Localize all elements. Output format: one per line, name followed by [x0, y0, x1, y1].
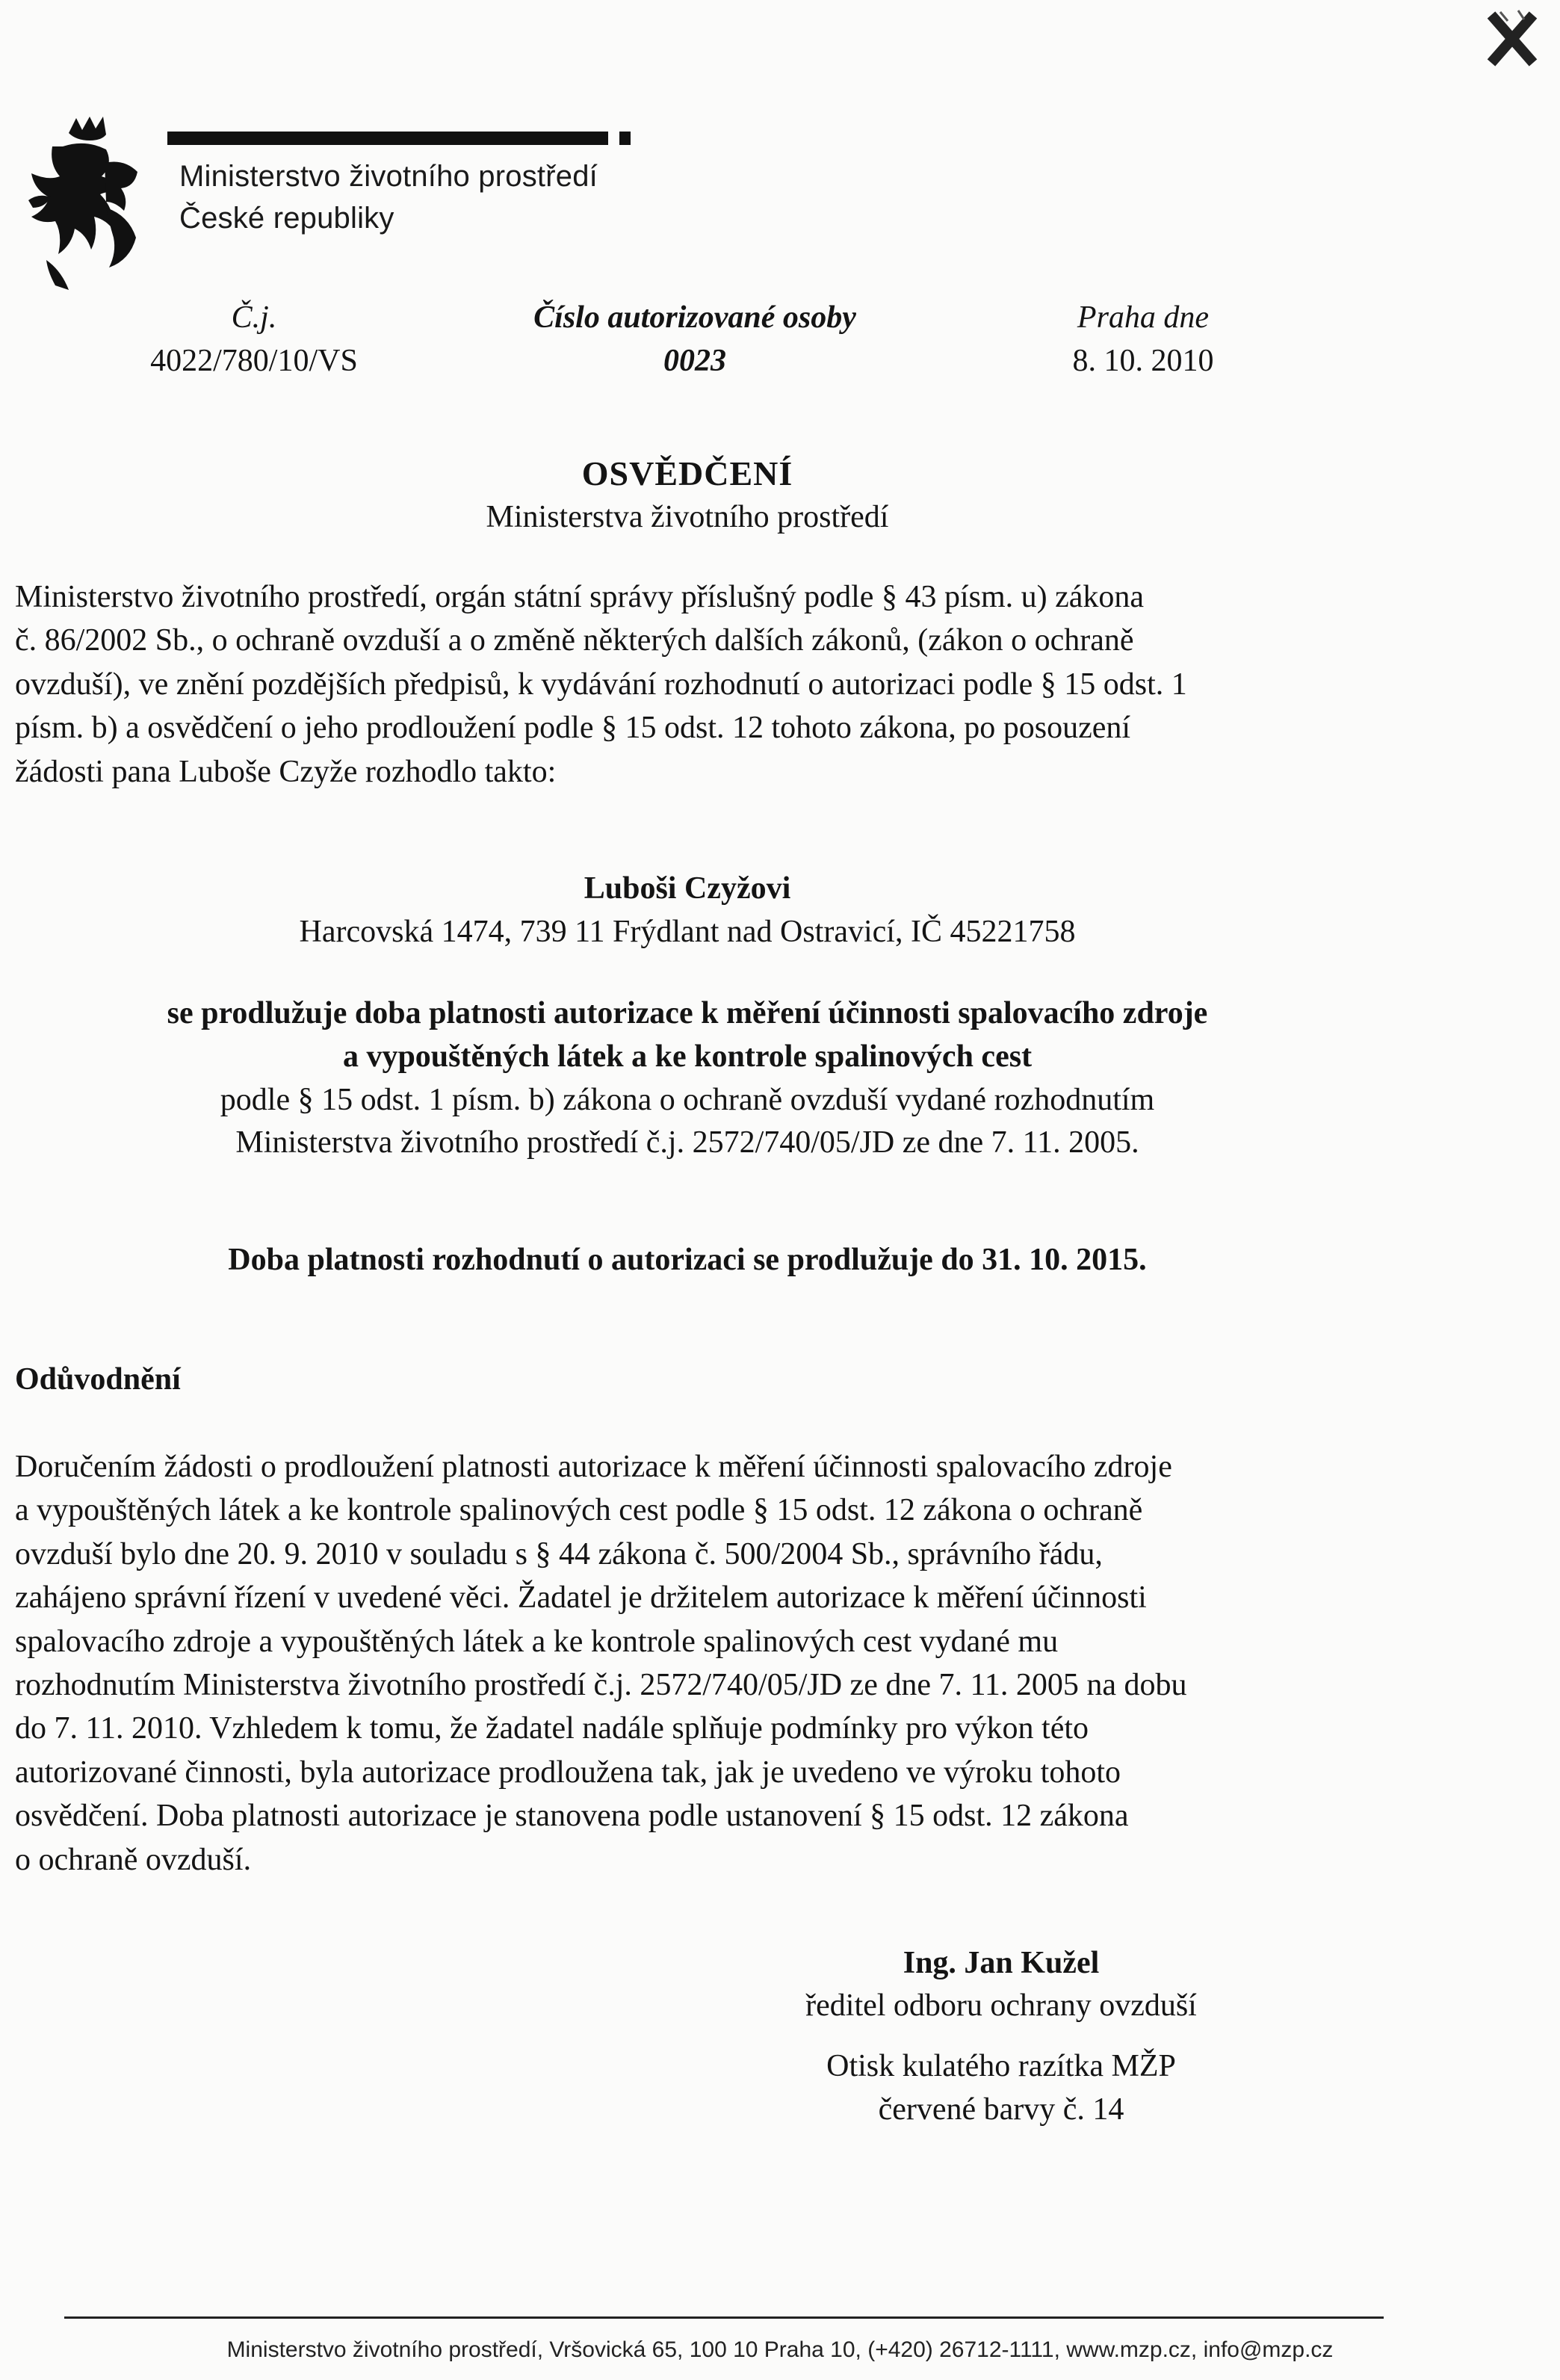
ministry-name-line1: Ministerstvo životního prostředí: [179, 160, 598, 193]
justification-line: autorizované činnosti, byla autorizace prodloužena tak, jak je uvedeno ve výroku tohoto: [15, 1755, 1121, 1790]
justification-line: spalovacího zdroje a vypouštěných látek a ke kontrole spalinových cest vydané mu: [15, 1624, 1059, 1659]
date-label: Praha dne: [1077, 300, 1210, 335]
validity-statement: Doba platnosti rozhodnutí o autorizaci se prodlužuje do 31. 10. 2015.: [228, 1243, 1147, 1277]
intro-line: žádosti pana Luboše Czyže rozhodlo takto:: [15, 754, 557, 789]
decision-line4: Ministerstva životního prostředí č.j. 2572/740/05/JD ze dne 7. 11. 2005.: [235, 1125, 1139, 1160]
decision-line3: podle § 15 odst. 1 písm. b) zákona o ochraně ovzduší vydané rozhodnutím: [220, 1083, 1155, 1117]
footer-contact: Ministerstvo životního prostředí, Vršovická 65, 100 10 Praha 10, (+420) 26712-1111, www.mzp.cz, info@mzp.cz: [226, 2337, 1334, 2362]
justification-line: o ochraně ovzduší.: [15, 1842, 252, 1877]
person-value: 0023: [663, 344, 726, 378]
decision-line1: se prodlužuje doba platnosti autorizace k měření účinnosti spalovacího zdroje: [167, 996, 1208, 1030]
justification-line: ovzduší bylo dne 20. 9. 2010 v souladu s § 44 zákona č. 500/2004 Sb., správního řádu,: [15, 1536, 1103, 1571]
decision-line2: a vypouštěných látek a ke kontrole spalinových cest: [342, 1039, 1033, 1074]
close-icon: [1485, 9, 1539, 69]
ministry-name-line2: České republiky: [179, 202, 394, 235]
cj-value: 4022/780/10/VS: [150, 344, 358, 378]
reference-person: [463, 296, 926, 383]
justification-line: Doručením žádosti o prodloužení platnosti autorizace k měření účinnosti spalovacího zdroje: [15, 1450, 1172, 1484]
ministry-name: [179, 155, 598, 239]
stamp-note-line1: Otisk kulatého razítka MŽP: [826, 2049, 1176, 2083]
justification-paragraph: [15, 1445, 1372, 1882]
date-value: 8. 10. 2010: [1072, 344, 1214, 378]
reference-cj: [112, 296, 396, 383]
reference-date: [1024, 296, 1263, 383]
header-rule-2: [619, 132, 631, 145]
justification-line: a vypouštěných látek a ke kontrole spalinových cest podle § 15 odst. 12 zákona o ochraně: [15, 1493, 1143, 1528]
recipient-address: Harcovská 1474, 739 11 Frýdlant nad Ostravicí, IČ 45221758: [299, 915, 1076, 949]
justification-heading: Odůvodnění: [15, 1362, 181, 1397]
person-label: Číslo autorizované osoby: [533, 300, 856, 335]
czech-lion-crest-icon: [16, 111, 158, 297]
signatory-role: ředitel odboru ochrany ovzduší: [805, 1988, 1197, 2023]
header-rule: [167, 132, 608, 145]
stamp-note-line2: červené barvy č. 14: [878, 2092, 1124, 2127]
intro-line: písm. b) a osvědčení o jeho prodloužení podle § 15 odst. 12 tohoto zákona, po posouzení: [15, 711, 1131, 746]
justification-line: do 7. 11. 2010. Vzhledem k tomu, že žadatel nadále splňuje podmínky pro výkon této: [15, 1711, 1089, 1746]
justification-line: osvědčení. Doba platnosti autorizace je stanovena podle ustanovení § 15 odst. 12 zákona: [15, 1799, 1129, 1834]
document-subtitle: Ministerstva životního prostředí: [486, 500, 889, 534]
intro-line: Ministerstvo životního prostředí, orgán státní správy příslušný podle § 43 písm. u) zákona: [15, 580, 1145, 614]
recipient-name: Luboši Czyžovi: [584, 871, 791, 906]
intro-paragraph: [15, 575, 1372, 794]
document-title: OSVĚDČENÍ: [581, 454, 793, 492]
signatory-name: Ing. Jan Kužel: [903, 1946, 1100, 1980]
cj-label: Č.j.: [231, 300, 277, 335]
intro-line: ovzduší), ve znění pozdějších předpisů, k vydávání rozhodnutí o autorizaci podle § 15 odst. 1: [15, 667, 1187, 702]
intro-line: č. 86/2002 Sb., o ochraně ovzduší a o změně některých dalších zákonů, (zákon o ochraně: [15, 623, 1134, 658]
justification-line: rozhodnutím Ministerstva životního prostředí č.j. 2572/740/05/JD ze dne 7. 11. 2005 na dobu: [15, 1668, 1187, 1703]
justification-line: zahájeno správní řízení v uvedené věci. Žadatel je držitelem autorizace k měření účinnosti: [15, 1580, 1147, 1616]
footer-rule: [64, 2316, 1384, 2319]
